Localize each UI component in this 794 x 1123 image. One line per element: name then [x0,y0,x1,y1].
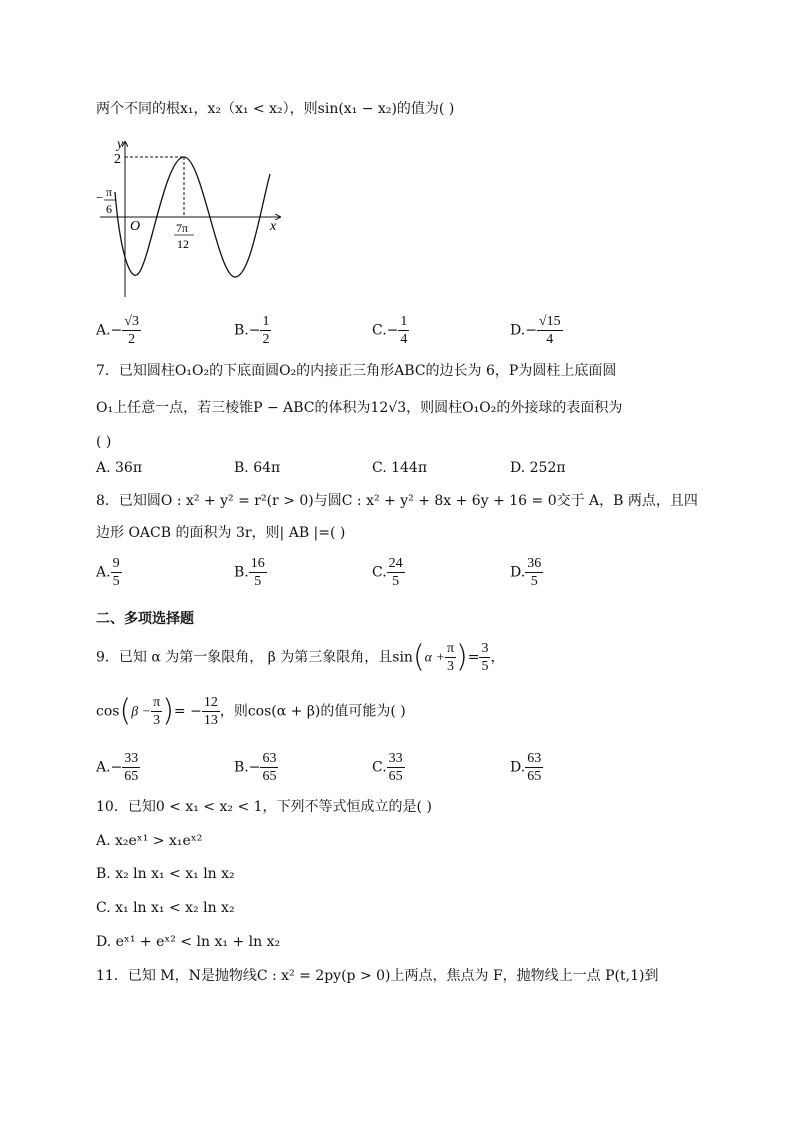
q6-option-d[interactable]: D.− $\frac{√15}{4}$ [510,314,561,347]
q9-option-c[interactable]: C. $\frac{33}{65}$ [372,751,403,784]
origin-label: O [130,219,141,234]
q10-option-d[interactable]: D. eˣ¹ + eˣ² < ln x₁ + ln x₂ [96,934,281,950]
q9-line-2: cos(β − $\frac{\pi}{3}$ )= − $\frac{12}{13}$ ，则cos(α + β)的值可能为( ) [96,693,406,729]
q9-line-1: 9．已知 α 为第一象限角， β 为第三象限角，且sin(α + $\frac{\pi}{3}$ )= $\frac{3}{5}$ ， [96,639,505,675]
right-tick-den: 12 [177,237,189,251]
q9-option-d[interactable]: D. $\frac{63}{65}$ [510,751,542,784]
section-heading: 二、多项选择题 [96,611,194,627]
q7-option-c[interactable]: C. 144π [372,460,428,476]
q8-option-b[interactable]: B. $\frac{16}{5}$ [234,556,265,589]
q8-option-c[interactable]: C. $\frac{24}{5}$ [372,556,403,589]
q8-option-d[interactable]: D. $\frac{36}{5}$ [510,556,542,589]
q9-option-b[interactable]: B.− $\frac{63}{65}$ [234,751,277,784]
q10-option-a[interactable]: A. x₂eˣ¹ > x₁eˣ² [96,833,203,849]
q8-line-1: 8．已知圆O : x² + y² = r²(r > 0)与圆C : x² + y² + 8x + 6y + 16 = 0交于 A，B 两点，且四 [96,493,698,509]
q8-option-a[interactable]: A. $\frac{9}{5}$ [96,556,120,589]
left-tick-sign: − [96,190,104,205]
left-tick-num: π [106,185,113,199]
right-tick-num: 7π [176,221,189,235]
q7-option-d[interactable]: D. 252π [510,460,566,476]
q7-line-1: 7．已知圆柱O₁O₂的下底面圆O₂的内接正三角形ABC的边长为 6，P为圆柱上底面圆 [96,363,617,379]
q8-line-2: 边形 OACB 的面积为 3r，则| AB |=( ) [96,525,346,541]
q7-option-b[interactable]: B. 64π [234,460,281,476]
q11-stem: 11．已知 M，N是抛物线C : x² = 2py(p > 0)上两点，焦点为 F，抛物线上一点 P(t,1)到 [96,968,659,984]
y-max-label: 2 [114,152,121,167]
y-axis-label: y [117,137,124,152]
q6-option-a[interactable]: A.− $\frac{√3}{2}$ [96,314,139,347]
q7-line-2: O₁上任意一点，若三棱锥P − ABC的体积为12√3，则圆柱O₁O₂的外接球的表面积为 [96,400,623,416]
q9-option-a[interactable]: A.− $\frac{33}{65}$ [96,751,139,784]
left-tick-den: 6 [106,202,112,216]
q10-option-b[interactable]: B. x₂ ln x₁ < x₁ ln x₂ [96,866,235,882]
q10-stem: 10．已知0 < x₁ < x₂ < 1，下列不等式恒成立的是( ) [96,799,432,815]
q6-option-b[interactable]: B.− $\frac{1}{2}$ [234,314,270,347]
q7-line-3: ( ) [96,434,112,450]
q6-stem: 两个不同的根x₁，x₂（x₁ < x₂），则sin(x₁ − x₂)的值为( ) [96,101,455,117]
x-axis-label: x [270,219,277,234]
sine-graph [90,132,290,302]
q10-option-c[interactable]: C. x₁ ln x₁ < x₂ ln x₂ [96,900,235,916]
q7-option-a[interactable]: A. 36π [96,460,143,476]
q6-option-c[interactable]: C.− $\frac{1}{4}$ [372,314,408,347]
